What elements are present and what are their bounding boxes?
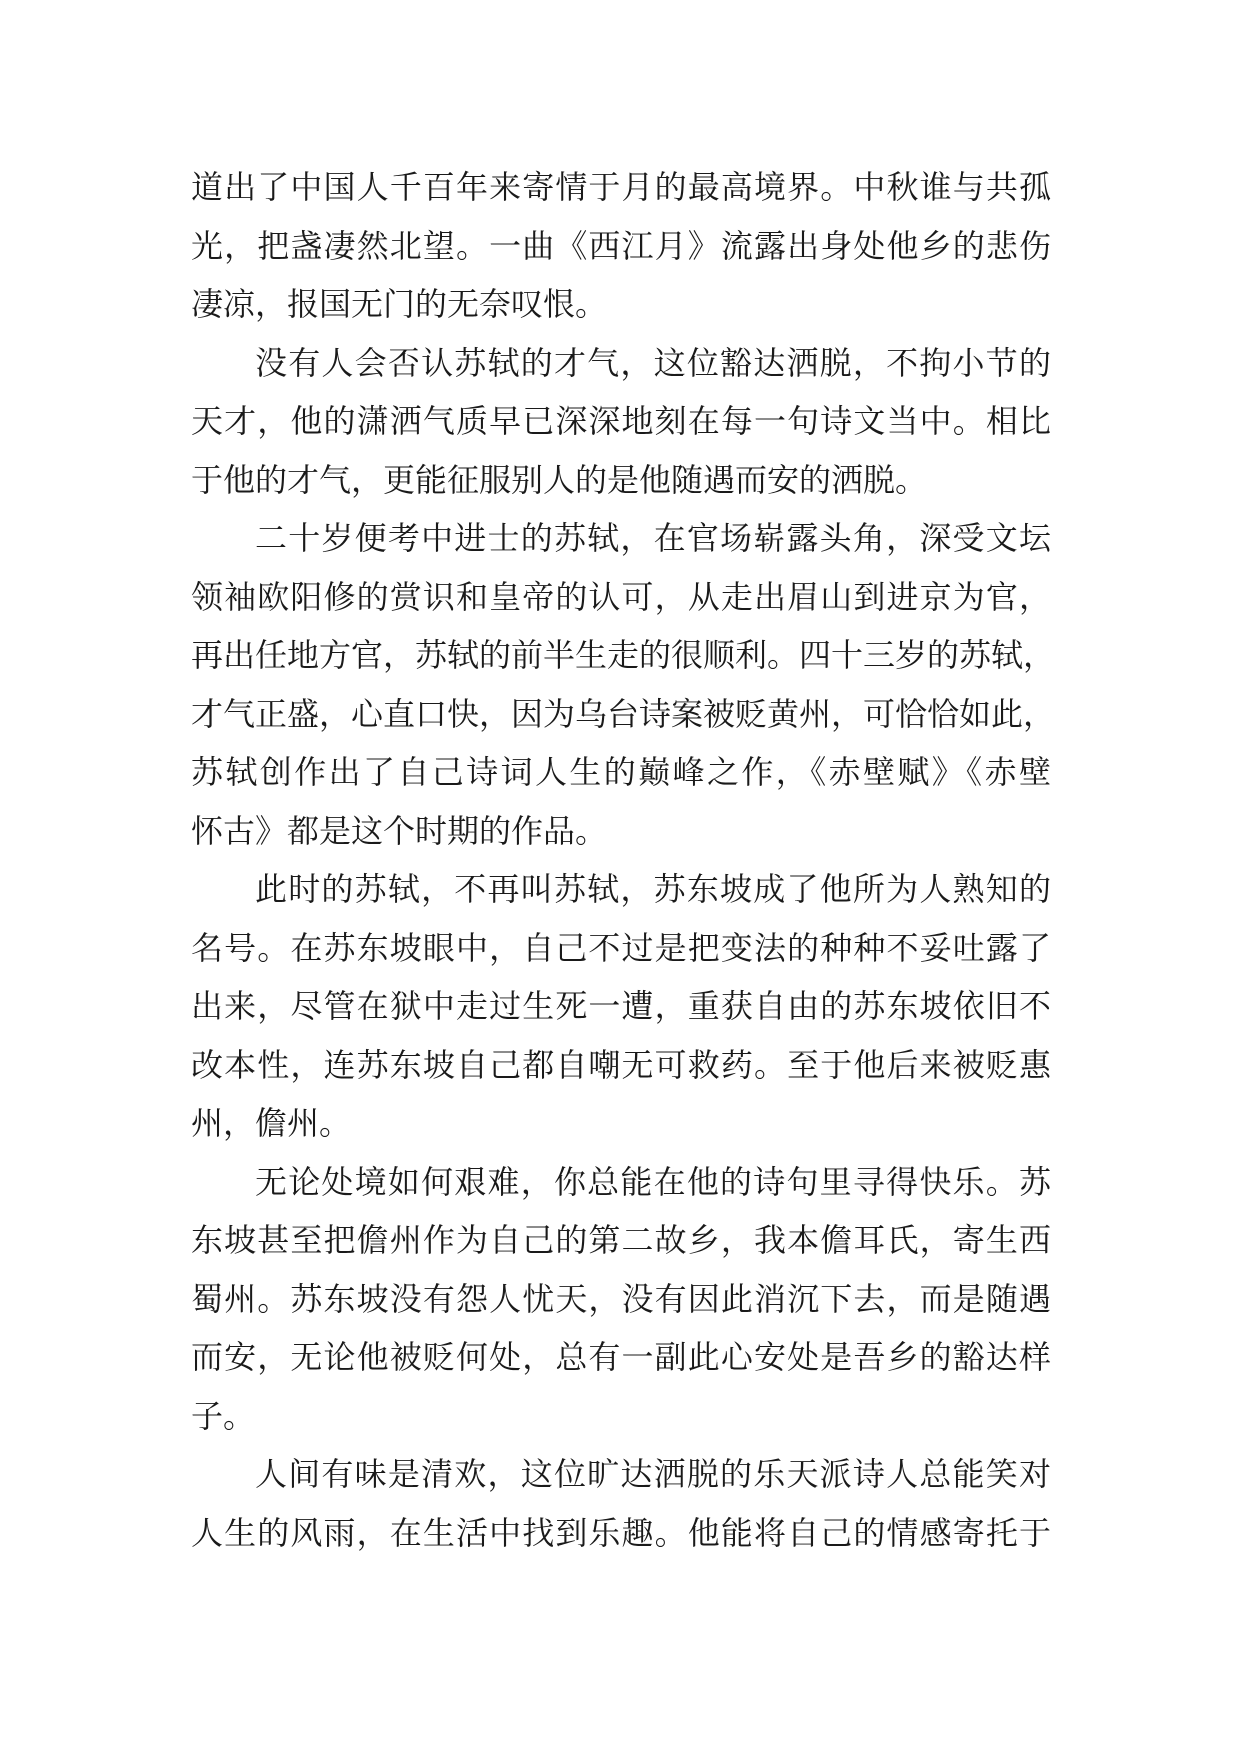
paragraph-line: 蜀州。苏东坡没有怨人忧天，没有因此消沉下去，而是随遇	[191, 1279, 1051, 1318]
paragraph-line: 东坡甚至把儋州作为自己的第二故乡，我本儋耳氏，寄生西	[191, 1221, 1051, 1259]
paragraph-line: 光，把盏凄然北望。一曲《西江月》流露出身处他乡的悲伤	[191, 226, 1051, 265]
paragraph-line: 再出任地方官，苏轼的前半生走的很顺利。四十三岁的苏轼，	[191, 636, 1056, 674]
paragraph-line: 改本性，连苏东坡自己都自嘲无可救药。至于他后来被贬惠	[191, 1045, 1051, 1084]
paragraph-1	[191, 158, 1051, 334]
paragraph-line: 子。	[191, 1396, 256, 1435]
paragraph-line: 名号。在苏东坡眼中，自己不过是把变法的种种不妥吐露了	[191, 928, 1051, 967]
paragraph-line: 州，儋州。	[191, 1104, 352, 1142]
paragraph-5	[191, 1153, 1051, 1446]
paragraph-line: 人间有味是清欢，这位旷达洒脱的乐天派诗人总能笑对	[255, 1455, 1051, 1493]
paragraph-line: 苏轼创作出了自己诗词人生的巅峰之作，《赤壁赋》《赤壁	[191, 753, 1051, 791]
paragraph-line: 没有人会否认苏轼的才气，这位豁达洒脱，不拘小节的	[255, 343, 1051, 382]
paragraph-line: 二十岁便考中进士的苏轼，在官场崭露头角，深受文坛	[255, 519, 1051, 557]
paragraph-4	[191, 860, 1051, 1153]
paragraph-line: 道出了中国人千百年来寄情于月的最高境界。中秋谁与共孤	[191, 168, 1051, 206]
paragraph-line: 才气正盛，心直口快，因为乌台诗案被贬黄州，可恰恰如此，	[191, 694, 1056, 733]
paragraph-6	[191, 1445, 1051, 1562]
paragraph-line: 此时的苏轼，不再叫苏轼，苏东坡成了他所为人熟知的	[255, 870, 1051, 908]
paragraph-line: 怀古》都是这个时期的作品。	[191, 811, 608, 850]
paragraph-line: 而安，无论他被贬何处，总有一副此心安处是吾乡的豁达样	[191, 1338, 1051, 1376]
paragraph-line: 领袖欧阳修的赏识和皇帝的认可，从走出眉山到进京为官，	[191, 577, 1051, 616]
paragraph-line: 天才，他的潇洒气质早已深深地刻在每一句诗文当中。相比	[191, 402, 1051, 440]
paragraph-line: 凄凉，报国无门的无奈叹恨。	[191, 285, 608, 323]
paragraph-2	[191, 334, 1051, 510]
paragraph-line: 人生的风雨，在生活中找到乐趣。他能将自己的情感寄托于	[191, 1513, 1051, 1552]
document-body	[191, 158, 1056, 1562]
paragraph-line: 出来，尽管在狱中走过生死一遭，重获自由的苏东坡依旧不	[191, 987, 1051, 1025]
paragraph-line: 于他的才气，更能征服别人的是他随遇而安的洒脱。	[191, 460, 928, 499]
paragraph-line: 无论处境如何艰难，你总能在他的诗句里寻得快乐。苏	[255, 1162, 1051, 1201]
paragraph-3	[191, 509, 1056, 860]
